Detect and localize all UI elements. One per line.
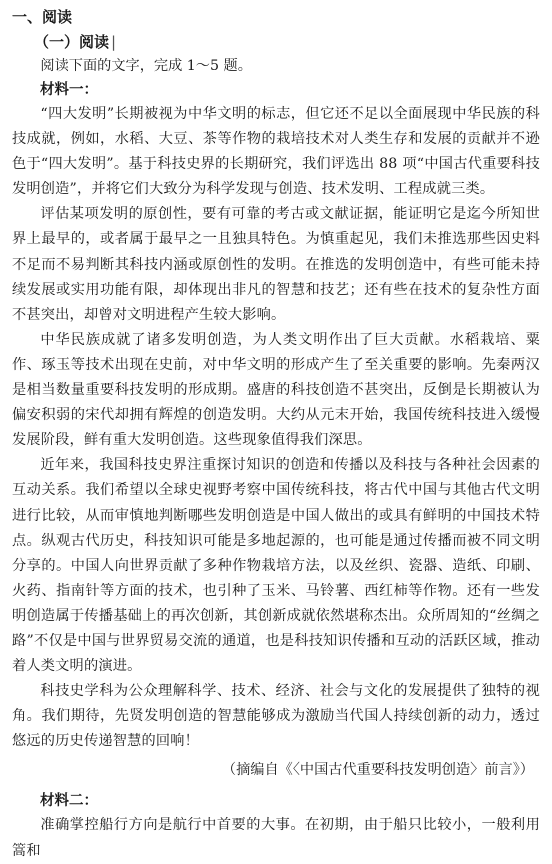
- section-heading: 一、阅读: [12, 8, 73, 26]
- reading-instruction: 阅读下面的文字，完成 1～5 题。: [40, 58, 252, 74]
- material-one-paragraph-3: 中华民族成就了诸多发明创造，为人类文明作出了巨大贡献。水稻栽培、粟作、琢玉等技术出现在史前，对中华文明的形成产生了至关重要的影响。先秦两汉是相当数量重要科技发明的形成期。盛唐的科技创造不甚突出，反倒是长期被认为偏安积弱的宋代却拥有辉煌的创造发明。大约从元末开始，我国传统科技进入缓慢发展阶段，鲜有重大发明创造。这些现象值得我们深思。: [12, 331, 540, 449]
- material-two-title: 材料二：: [40, 793, 98, 810]
- material-one-source: （摘编自《〈中国古代重要科技发明创造〉前言》）: [221, 762, 534, 779]
- subsection-heading: [34, 31, 540, 53]
- subsection-heading-mark: |: [111, 33, 117, 51]
- subsection-heading-text: （一）阅读: [34, 33, 110, 51]
- material-one-paragraph-2: 评估某项发明的原创性，要有可靠的考古或文献证据，能证明它是迄今所知世界上最早的，或者属于最早之一且独具特色。为慎重起见，我们未推选那些因史料不足而不易判断其科技内涵或原创性的发明。在推选的发明创造中，有些可能未持续发展或实用功能有限，却体现出非凡的智慧和技艺；还有些在技术的复杂性方面不甚突出，却曾对文明进程产生较大影响。: [12, 206, 540, 323]
- material-one-title: 材料一：: [40, 82, 98, 98]
- material-one-paragraph-4: 近年来，我国科技史界注重探讨知识的创造和传播以及科技与各种社会因素的互动关系。我们希望以全球史视野考察中国传统科技，将古代中国与其他古代文明进行比较，从而审慎地判断哪些发明创造是中国人做出的或具有鲜明的中国技术特点。纵观古代历史，科技知识可能是多地起源的，也可能是通过传播而被不同文明分享的。中国人向世界贡献了多种作物栽培方法，以及丝织、瓷器、造纸、印刷、火药、指南针等方面的技术，也引种了玉米、马铃薯、西红柿等作物。还有一些发明创造属于传播基础上的再次创新，其创新成就依然堪称杰出。众所周知的“丝绸之路”不仅是中国与世界贸易交流的通道，也是科技知识传播和互动的活跃区域，推动着人类文明的演进。: [12, 457, 540, 675]
- material-two-paragraph-1: 准确掌控船行方向是航行中首要的大事。在初期，由于船只比较小，一般利用篙和: [12, 817, 540, 859]
- material-one-paragraph-5: 科技史学科为公众理解科学、技术、经济、社会与文化的发展提供了独特的视角。我们期待，先贤发明创造的智慧能够成为激励当代国人持续创新的动力，透过悠远的历史传递智慧的回响！: [12, 683, 540, 750]
- material-one-paragraph-1: “四大发明”长期被视为中华文明的标志，但它还不足以全面展现中华民族的科技成就，例如，水稻、大豆、茶等作物的栽培技术对人类生存和发展的贡献并不逊色于“四大发明”。基于科技史界的长期研究，我们评选出 88 项“中国古代重要科技发明创造”，并将它们大致分为科学发现与创造、技术发明、工程成就三类。: [12, 106, 540, 198]
